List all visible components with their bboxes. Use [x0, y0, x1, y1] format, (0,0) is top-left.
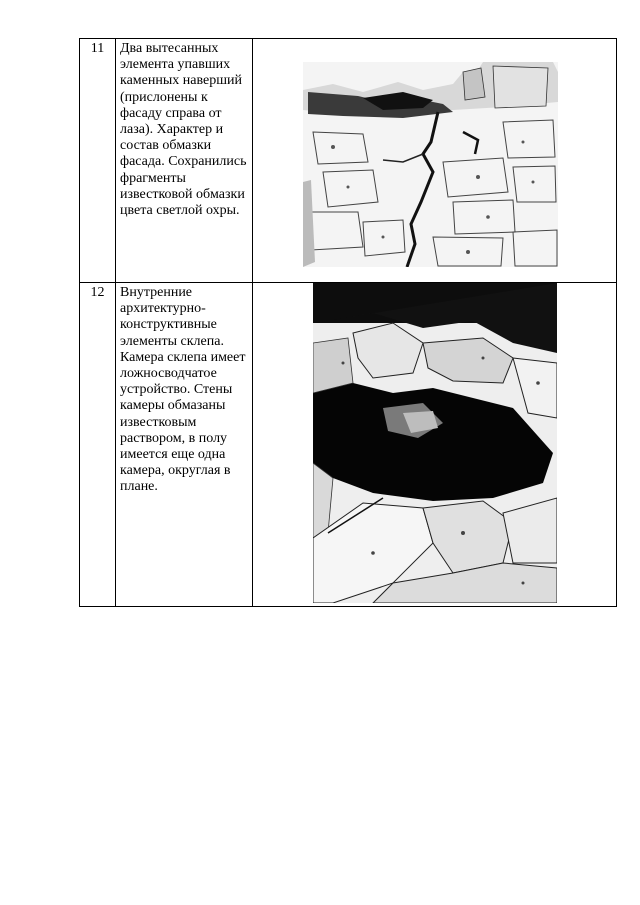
row-number-cell: [80, 283, 116, 607]
row-description: Два вытесанных элемента упавших каменных наверший (прислонены к фасаду справа от лаза). Характер и состав обмазки фасада. Сохранились фрагменты известковой обмазки цвета светлой охры.: [120, 41, 247, 219]
row-description: Внутренние архитектурно-конструктивные элементы склепа. Камера склепа имеет ложносводчатое устройство. Стены камеры обмазаны известковым раствором, в полу имеется еще одна камера, округлая в плане.: [120, 285, 246, 495]
stone-facade-photo: [303, 62, 558, 267]
row-number: 12: [90, 285, 105, 300]
description-cell: [116, 39, 253, 283]
photo-cell: [253, 283, 617, 607]
crypt-chamber-photo: [313, 283, 557, 603]
description-cell: [116, 283, 253, 607]
description-table: [79, 38, 617, 607]
table-row: [80, 39, 617, 283]
row-number: 11: [90, 41, 105, 56]
table-row: [80, 283, 617, 607]
photo-cell: [253, 39, 617, 283]
row-number-cell: [80, 39, 116, 283]
